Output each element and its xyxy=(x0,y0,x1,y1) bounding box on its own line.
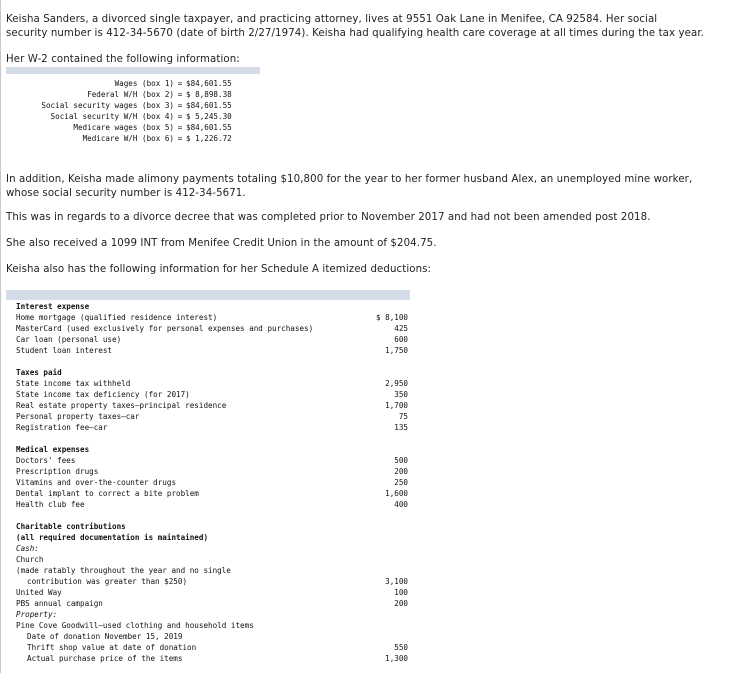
table-row: (made ratably throughout the year and no single xyxy=(16,566,231,575)
table-row: Personal property taxes—car 75 xyxy=(16,412,408,421)
table-row: PBS annual campaign 200 xyxy=(16,599,408,608)
w2-value: $ 5,245.30 xyxy=(186,112,232,121)
table-row: Home mortgage (qualified residence interest) $ 8,100 xyxy=(16,313,408,322)
table-row: Date of donation November 15, 2019 xyxy=(27,632,183,641)
table-row: Registration fee—car 135 xyxy=(16,423,408,432)
medical-heading: Medical expenses xyxy=(16,445,90,454)
w2-header-bar xyxy=(6,67,260,74)
cash-label: Cash: xyxy=(16,544,39,553)
schedule-a-header-bar xyxy=(6,290,410,300)
intro-paragraph xyxy=(6,13,726,41)
table-row: State income tax deficiency (for 2017) 350 xyxy=(16,390,408,399)
intro-line-1: Keisha Sanders, a divorced single taxpayer, and practicing attorney, lives at 9551 Oak Lane in Menifee, CA 92584. Her social xyxy=(6,14,658,25)
w2-table xyxy=(6,67,260,153)
w2-row: Medicare wages (box 5) = $84,601.55 xyxy=(6,122,260,133)
table-row: United Way 100 xyxy=(16,588,408,597)
table-row: Car loan (personal use) 600 xyxy=(16,335,408,344)
property-label: Property: xyxy=(16,610,58,619)
schedule-a-intro: Keisha also has the following information for her Schedule A itemized deductions: xyxy=(6,264,432,275)
charitable-heading: Charitable contributions xyxy=(16,522,126,531)
w2-row: Federal W/H (box 2) = $ 8,898.38 xyxy=(6,89,260,100)
table-row: Student loan interest 1,750 xyxy=(16,346,408,355)
w2-label: Social security W/H (box 4) xyxy=(50,112,174,121)
schedule-a-table xyxy=(6,290,410,673)
w2-row: Social security W/H (box 4) = $ 5,245.30 xyxy=(6,111,260,122)
w2-label: Federal W/H (box 2) xyxy=(87,90,174,99)
w2-label: Wages (box 1) xyxy=(114,79,174,88)
table-row: Pine Cove Goodwill—used clothing and household items xyxy=(16,621,254,630)
table-row: Real estate property taxes—principal residence 1,700 xyxy=(16,401,408,410)
w2-value: $ 8,898.38 xyxy=(186,90,232,99)
w2-label: Medicare W/H (box 6) xyxy=(82,134,174,143)
interest-heading: Interest expense xyxy=(16,302,90,311)
w2-value: $84,601.55 xyxy=(186,123,232,132)
table-row: Vitamins and over-the-counter drugs 250 xyxy=(16,478,408,487)
w2-value: $84,601.55 xyxy=(186,79,232,88)
table-row: MasterCard (used exclusively for personal expenses and purchases) 425 xyxy=(16,324,408,333)
table-row: contribution was greater than $250) 3,100 xyxy=(27,577,408,586)
w2-value: $ 1,226.72 xyxy=(186,134,232,143)
w2-row: Medicare W/H (box 6) = $ 1,226.72 xyxy=(6,133,260,144)
w2-label: Social security wages (box 3) xyxy=(41,101,174,110)
charitable-subheading: (all required documentation is maintained) xyxy=(16,533,209,542)
interest-1099-paragraph: She also received a 1099 INT from Menifee Credit Union in the amount of $204.75. xyxy=(6,238,437,249)
decree-paragraph: This was in regards to a divorce decree that was completed prior to November 2017 and had not been amended post 2018. xyxy=(6,212,651,223)
table-row: Dental implant to correct a bite problem 1,600 xyxy=(16,489,408,498)
table-row: Thrift shop value at date of donation 550 xyxy=(27,643,408,652)
table-row: Doctors' fees 500 xyxy=(16,456,408,465)
w2-intro: Her W-2 contained the following information: xyxy=(6,54,240,65)
alimony-line-1: In addition, Keisha made alimony payments totaling $10,800 for the year to her former husband Alex, an unemployed mine worker, xyxy=(6,174,693,185)
table-row: Health club fee 400 xyxy=(16,500,408,509)
w2-row: Wages (box 1) = $84,601.55 xyxy=(6,78,260,89)
alimony-paragraph xyxy=(6,173,726,201)
w2-label: Medicare wages (box 5) xyxy=(73,123,174,132)
alimony-line-2: whose social security number is 412-34-5671. xyxy=(6,188,246,199)
w2-value: $84,601.55 xyxy=(186,101,232,110)
w2-row: Social security wages (box 3) = $84,601.55 xyxy=(6,100,260,111)
table-row: Church xyxy=(16,555,44,564)
taxes-heading: Taxes paid xyxy=(16,368,62,377)
table-row: Prescription drugs 200 xyxy=(16,467,408,476)
table-row: Actual purchase price of the items 1,300 xyxy=(27,654,408,663)
intro-line-2: security number is 412-34-5670 (date of birth 2/27/1974). Keisha had qualifying health care coverage at all times during the tax year. xyxy=(6,28,705,39)
table-row: State income tax withheld 2,950 xyxy=(16,379,408,388)
left-border xyxy=(0,0,1,673)
